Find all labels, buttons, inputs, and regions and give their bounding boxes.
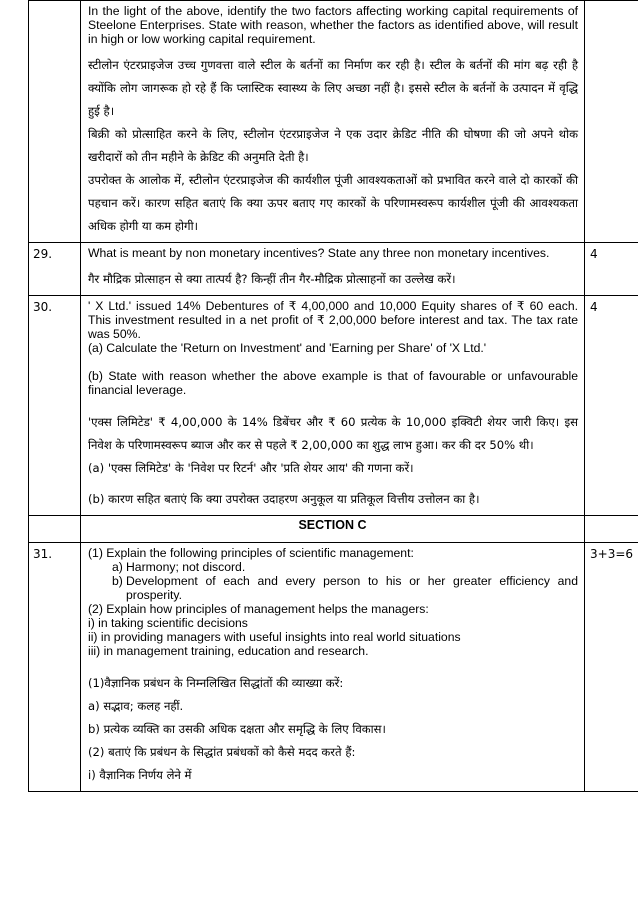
question-row-30 [29, 296, 638, 516]
question-row-28 [29, 1, 638, 243]
q30-english-part-a: (a) Calculate the 'Return on Investment' and 'Earning per Share' of 'X Ltd.' [88, 341, 487, 355]
question-row-29 [29, 243, 638, 296]
q28-hindi-para-2: बिक्री को प्रोत्साहित करने के लिए, स्टीलोन एंटरप्राइजेज ने एक उदार क्रेडिट नीति की घोषणा की जो अपने थोक खरीदारों को तीन महीने के क्रेडिट की अनुमति देती है। [88, 127, 578, 164]
question-marks [585, 1, 638, 243]
q31-hindi-part-1: (1)वैज्ञानिक प्रबंधन के निम्नलिखित सिद्धांतों की व्याख्या करें: [88, 676, 344, 690]
question-marks: 4 [585, 243, 638, 296]
list-item: ii) in providing managers with useful insights into real world situations [88, 630, 461, 644]
section-heading: SECTION C [81, 516, 585, 543]
q30-hindi-part-b: (b) कारण सहित बताएं कि क्या उपरोक्त उदाहरण अनुकूल या प्रतिकूल वित्तीय उत्तोलन का है। [88, 492, 480, 506]
q31-english-subitems [88, 560, 578, 602]
q29-english: What is meant by non monetary incentives? State any three non monetary incentives. [88, 246, 550, 260]
list-item: b) Development of each and every person to his or her greater efficiency and prosperity. [112, 574, 578, 602]
q30-hindi-intro: 'एक्स लिमिटेड' ₹ 4,00,000 के 14% डिबेंचर और ₹ 60 प्रत्येक के 10,000 इक्विटी शेयर जारी किए। इस निवेश के परिणामस्वरूप ब्याज और कर से पहले ₹ 2,00,000 का शुद्ध लाभ हुआ। कर की दर 50% थी। [88, 415, 578, 452]
q30-english-intro: ' X Ltd.' issued 14% Debentures of ₹ 4,00,000 and 10,000 Equity shares of ₹ 60 each. This investment resulted in a net profit of ₹ 2,00,000 before interest and tax. The tax rate was 50%. [88, 299, 578, 341]
q28-hindi-para-3: उपरोक्त के आलोक में, स्टीलोन एंटरप्राइजेज की कार्यशील पूंजी आवश्यकताओं को प्रभावित करने वाले दो कारकों की पहचान करें। कारण सहित बताएं कि क्या ऊपर बताए गए कारकों के परिणामस्वरूप कार्यशील पूंजी की आवश्यकता अधिक होगी या कम होगी। [88, 173, 578, 233]
q31-hindi-item-a: a) सद्भाव; कलह नहीं. [88, 699, 184, 713]
q30-english-part-b: (b) State with reason whether the above example is that of favourable or unfavourable financial leverage. [88, 369, 578, 397]
q28-english: In the light of the above, identify the two factors affecting working capital requirements of Steelone Enterprises. State with reason, whether the factors as identified above, will result in high or low working capital requirement. [88, 4, 578, 46]
question-body [81, 296, 585, 516]
q31-hindi-item-b: b) प्रत्येक व्यक्ति का उसकी अधिक दक्षता और समृद्धि के लिए विकास। [88, 722, 386, 736]
question-row-31 [29, 543, 638, 792]
question-body [81, 1, 585, 243]
q31-english-part-1: (1) Explain the following principles of scientific management: [88, 546, 414, 560]
question-table [28, 0, 638, 792]
q31-hindi-item-i: i) वैज्ञानिक निर्णय लेने में [88, 768, 192, 782]
question-body [81, 543, 585, 792]
q30-hindi-part-a: (a) 'एक्स लिमिटेड' के 'निवेश पर रिटर्न' और 'प्रति शेयर आय' की गणना करें। [88, 461, 414, 475]
q31-hindi-part-2: (2) बताएं कि प्रबंधन के सिद्धांत प्रबंधकों को कैसे मदद करते हैं: [88, 745, 356, 759]
question-number [29, 1, 81, 243]
list-item: iii) in management training, education and research. [88, 644, 369, 658]
section-row [29, 516, 638, 543]
question-marks: 4 [585, 296, 638, 516]
list-item: a) Harmony; not discord. [112, 560, 246, 574]
question-number: 30. [29, 296, 81, 516]
question-number: 31. [29, 543, 81, 792]
question-body [81, 243, 585, 296]
question-number: 29. [29, 243, 81, 296]
q31-english-part-2: (2) Explain how principles of management helps the managers: [88, 602, 429, 616]
q29-hindi: गैर मौद्रिक प्रोत्साहन से क्या तात्पर्य है? किन्हीं तीन गैर-मौद्रिक प्रोत्साहनों का उल्लेख करें। [88, 272, 456, 286]
question-marks: 3+3=6 [585, 543, 638, 792]
q28-hindi-para-1: स्टीलोन एंटरप्राइजेज उच्च गुणवत्ता वाले स्टील के बर्तनों का निर्माण कर रही है। स्टील के बर्तनों की मांग बढ़ रही है क्योंकि लोग जागरूक हो रहे हैं कि प्लास्टिक स्वास्थ्य के लिए अच्छा नहीं है। इससे स्टील के बर्तनों के उत्पादन में वृद्धि हुई है। [88, 58, 578, 118]
list-item: i) in taking scientific decisions [88, 616, 248, 630]
